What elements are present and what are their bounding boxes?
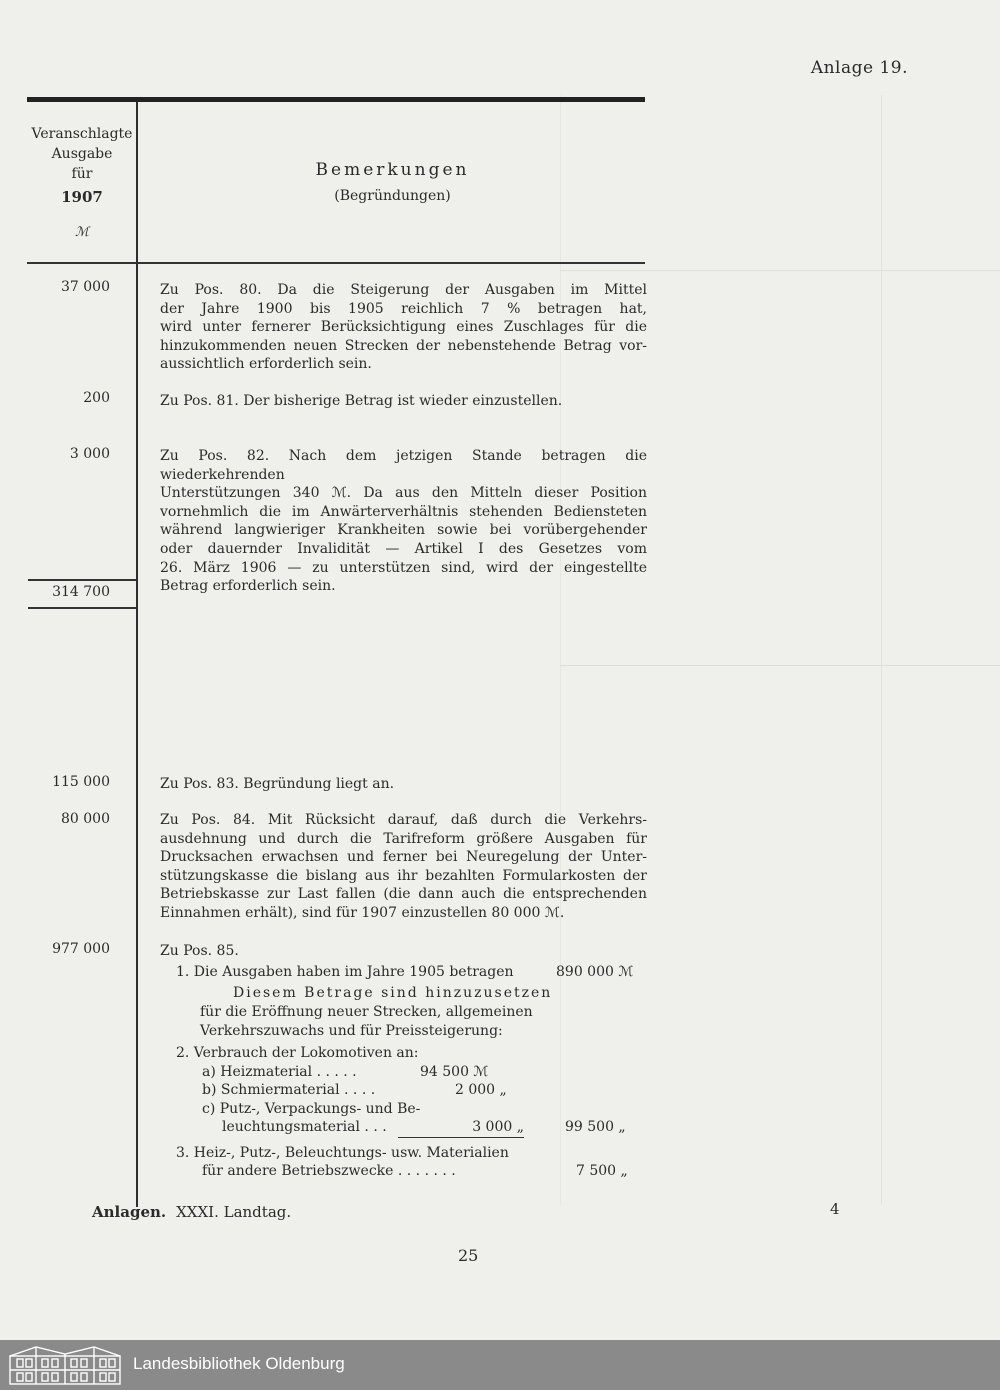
header-year: 1907 [61,188,103,206]
text-line: aussichtlich erforderlich sein. [160,356,372,373]
text-line: 26. März 1906 — zu unterstützen sind, wird der eingestellte [160,559,647,576]
text-line: Zu Pos. 83. Begründung liegt an. [160,776,395,792]
pos85-item3-amount: 7 500 „ [576,1163,628,1179]
text-line: vornehmlich die im Anwärterverhältnis stehenden Bediensteten [160,503,647,520]
pos85-item2a: a) Heizmaterial . . . . . [202,1064,357,1080]
pos85-item2-total: 99 500 „ [565,1119,626,1135]
pos85-item1-d: Verkehrszuwachs und für Preissteigerung: [200,1023,503,1039]
remark-pos84 [160,811,647,923]
text-line: Einnahmen erhält), sind für 1907 einzustellen 80 000 ℳ. [160,904,565,921]
column-header-amount [28,124,136,243]
remark-pos83 [160,775,647,794]
library-bar [0,1340,1000,1390]
footer-left [92,1203,291,1221]
remarks-title: Bemerkungen [315,160,470,180]
footer-landtag: XXXI. Landtag. [176,1203,292,1221]
text-line: ausdehnung und durch die Tarifreform größere Ausgaben für [160,830,647,847]
anlage-label: Anlage 19. [810,58,908,78]
text-line: Betrag erforderlich sein. [160,578,336,595]
amount-pos85: 977 000 [52,941,110,957]
text-line: Zu Pos. 82. Nach dem jetzigen Stande betragen die wiederkehrenden [160,448,647,483]
remark-pos82 [160,447,647,596]
header-line: Ausgabe [51,146,113,162]
text-line: der Jahre 1900 bis 1905 reichlich 7 % betragen hat, [160,300,647,317]
text-line: Zu Pos. 84. Mit Rücksicht darauf, daß durch die Verkehrs- [160,812,647,828]
library-building-logo-icon [6,1344,124,1386]
bleed-through-line [560,270,1000,271]
amount-pos83: 115 000 [52,774,110,790]
pos85-item3-a: 3. Heiz-, Putz-, Beleuchtungs- usw. Materialien [176,1145,509,1161]
pos85-item1-c: für die Eröffnung neuer Strecken, allgemeinen [200,1004,533,1020]
remark-pos81 [160,392,647,411]
pos85-item2b: b) Schmiermaterial . . . . [202,1082,376,1098]
text-line: Zu Pos. 81. Der bisherige Betrag ist wieder einzustellen. [160,393,563,409]
remark-pos85-title: Zu Pos. 85. [160,943,239,959]
bleed-through-line [560,665,1000,666]
header-rule-thin [27,262,645,264]
header-rule-thick [27,97,645,102]
pos85-item1-amount: 890 000 ℳ [556,964,634,980]
text-line: wird unter fernerer Berücksichtigung eines Zuschlages für die [160,319,647,336]
text-line: stützungskasse die bislang aus ihr bezahlten Formularkosten der [160,867,647,884]
pos85-item3-b: für andere Betriebszwecke . . . . . . . [202,1163,456,1179]
text-line: Zu Pos. 80. Da die Steigerung der Ausgaben im Mittel [160,282,647,298]
header-currency: ℳ [75,225,89,240]
text-line: oder dauernder Invalidität — Artikel I des Gesetzes vom [160,540,647,557]
amount-pos84: 80 000 [61,811,110,827]
footer-anlagen: Anlagen. [92,1203,167,1221]
pos85-item2c-2: leuchtungsmaterial . . . [222,1119,387,1135]
text-line: Drucksachen erwachsen und ferner bei Neuregelung der Unter- [160,849,647,866]
library-name: Landesbibliothek Oldenburg [133,1354,345,1373]
page-number: 25 [458,1246,479,1265]
remarks-subtitle: (Begründungen) [334,188,451,204]
amount-pos81: 200 [83,390,110,406]
amount-pos82: 3 000 [69,446,110,462]
footer-sheet-number: 4 [830,1200,840,1218]
text-line: während langwieriger Krankheiten sowie bei vorübergehender [160,522,647,539]
text-line: hinzukommenden neuen Strecken der nebenstehende Betrag vor- [160,337,647,354]
amount-subtotal: 314 700 [52,584,110,600]
pos85-item2: 2. Verbrauch der Lokomotiven an: [176,1045,419,1061]
text-line: Unterstützungen 340 ℳ. Da aus den Mitteln dieser Position [160,485,647,502]
pos85-item1: 1. Die Ausgaben haben im Jahre 1905 betragen [176,964,514,980]
header-line: Veranschlagte [31,126,133,142]
pos85-item2b-amount: 2 000 „ [455,1082,507,1098]
header-line: für [71,166,93,182]
pos85-item2a-amount: 94 500 ℳ [420,1064,489,1080]
text-line: Betriebskasse zur Last fallen (die dann auch die entsprechenden [160,886,647,903]
pos85-item1-b: Diesem Betrage sind hinzuzusetzen [233,985,553,1001]
column-divider [136,102,138,1207]
remark-pos80 [160,281,647,374]
column-header-remarks [140,160,645,204]
amount-pos80: 37 000 [61,279,110,295]
pos85-item2c-1: c) Putz-, Verpackungs- und Be- [202,1101,421,1117]
pos85-item2c-amount: 3 000 „ [398,1118,524,1138]
